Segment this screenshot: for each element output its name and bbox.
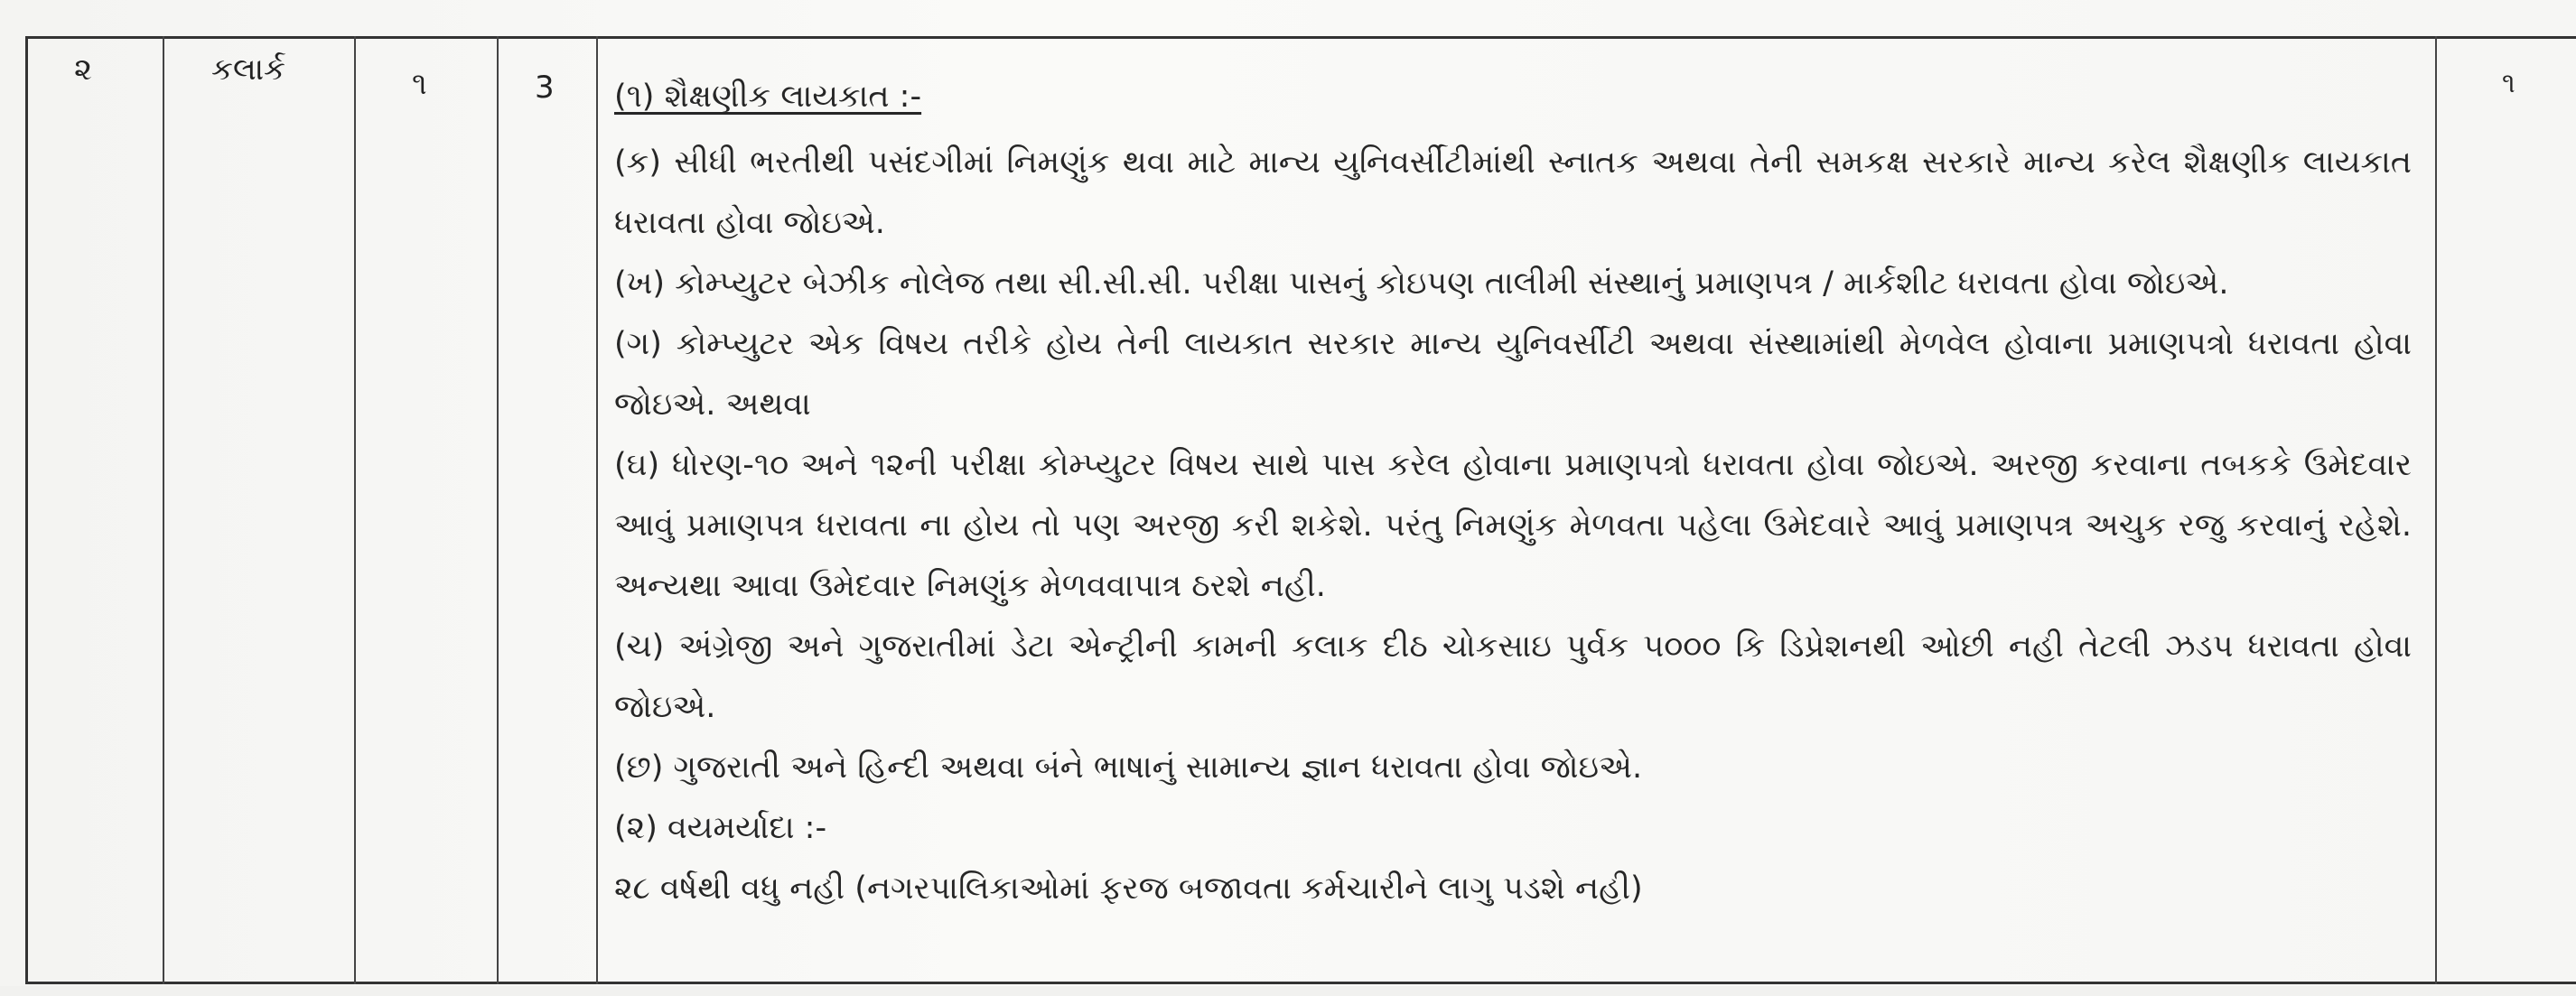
age-limit-text: ૨૮ વર્ષથી વધુ નહી (નગરપાલિકાઓમાં ફરજ બજાવતા કર્મચારીને લાગુ પડશે નહી): [614, 870, 1643, 907]
right-column-cell: ૧: [2502, 68, 2515, 99]
page-bottom-edge: [0, 986, 2576, 996]
age-limit-heading: (૨) વયમર્યાદા :-: [614, 810, 827, 846]
column-divider: [596, 36, 598, 984]
column-divider: [163, 36, 164, 984]
qualification-clause-ga: (ગ) કોમ્પ્યુટર એક વિષય તરીકે હોય તેની લાયકાત સરકાર માન્ય યુનિવર્સીટી અથવા સંસ્થામાંથી મેળવેલ હોવાના પ્રમાણપત્રો ધરાવતા હોવા જોઇએ. અથવા: [614, 326, 2412, 423]
qualification-clause-cha: (ચ) અંગ્રેજી અને ગુજરાતીમાં ડેટા એન્ટ્રીની કામની કલાક દીઠ ચોકસાઇ પુર્વક ૫૦૦૦ કિ ડિપ્રેશનથી ઓછી નહી તેટલી ઝડપ ધરાવતા હોવા જોઇએ.: [614, 628, 2412, 725]
serial-number-cell: ૨: [74, 51, 92, 88]
qualification-clause-ka: (ક) સીધી ભરતીથી પસંદગીમાં નિમણુંક થવા માટે માન્ય યુનિવર્સીટીમાંથી સ્નાતક અથવા તેની સમકક્ષ સરકારે માન્ય કરેલ શૈક્ષણીક લાયકાત ધરાવતા હોવા જોઇએ.: [614, 144, 2412, 241]
column-four-cell: 3: [535, 70, 555, 106]
column-divider: [354, 36, 356, 984]
qualification-heading: (૧) શૈક્ષણીક લાયકાત :-: [614, 79, 922, 115]
column-divider: [2435, 36, 2437, 984]
qualification-content: [614, 67, 2412, 919]
column-divider: [497, 36, 499, 984]
qualification-clause-gha: (ઘ) ધોરણ-૧૦ અને ૧૨ની પરીક્ષા કોમ્પ્યુટર વિષય સાથે પાસ કરેલ હોવાના પ્રમાણપત્રો ધરાવતા હોવા જોઇએ. અરજી કરવાના તબકકે ઉમેદવાર આવું પ્રમાણપત્ર ધરાવતા ના હોય તો પણ અરજી કરી શકેશે. પરંતુ નિમણુંક મેળવતા પહેલા ઉમેદવારે આવું પ્રમાણપત્ર અચુક રજુ કરવાનું રહેશે. અન્યથા આવા ઉમેદવાર નિમણુંક મેળવવાપાત્ર ઠરશે નહી.: [614, 447, 2412, 604]
qualification-clause-kha: (ખ) કોમ્પ્યુટર બેઝીક નોલેજ તથા સી.સી.સી. પરીક્ષા પાસનું કોઇપણ તાલીમી સંસ્થાનું પ્રમાણપત્ર / માર્કશીટ ધરાવતા હોવા જોઇએ.: [614, 265, 2229, 302]
qualification-clause-chha: (છ) ગુજરાતી અને હિન્દી અથવા બંને ભાષાનું સામાન્ય જ્ઞાન ધરાવતા હોવા જોઇએ.: [614, 749, 1643, 786]
column-three-cell: ૧: [412, 66, 427, 102]
post-name-cell: કલાર્ક: [211, 51, 286, 88]
